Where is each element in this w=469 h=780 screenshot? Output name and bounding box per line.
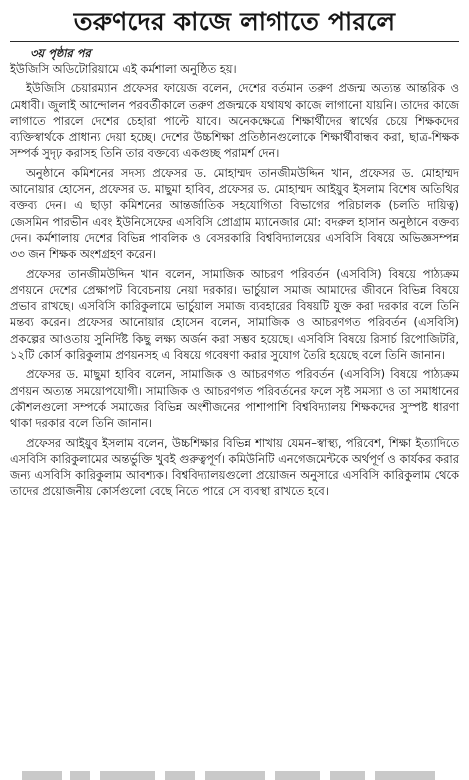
continued-from-label: ৩য় পৃষ্ঠার পর xyxy=(30,46,91,60)
article-paragraph: অনুষ্ঠানে কমিশনের সদস্য প্রফেসর ড. মোহাম্মদ তানজীমউদ্দিন খান, প্রফেসর ড. মোহাম্মদ আনোয়ার হোসেন, প্রফেসর ড. মাছুমা হাবিব, প্রফেসর ড. মোহাম্মদ আইয়ুব ইসলাম বিশেষ অতিথির বক্তব্য দেন। এ ছাড়া কমিশনের আন্তর্জাতিক সহযোগিতা বিভাগের পরিচালক (চলতি দায়িত্ব) জেসমিন পারভীন এবং ইউনিসেফের এসবিসি প্রোগ্রাম ম্যানেজার মো: বদরুল হাসান অনুষ্ঠানে বক্তব্য দেন। কর্মশালায় দেশের বিভিন্ন পাবলিক ও বেসরকারি বিশ্ববিদ্যালয়ের এসবিসি বিষয়ে অভিজ্ঞসম্পন্ন ৩৩ জন শিক্ষক অংশগ্রহণ করেন। xyxy=(10,165,459,262)
article-paragraph: ইউজিসি অডিটোরিয়ামে এই কর্মশালা অনুষ্ঠিত হয়। xyxy=(10,62,237,76)
cropped-next-line-fragment xyxy=(0,768,469,780)
article-paragraph: প্রফেসর তানজীমউদ্দিন খান বলেন, সামাজিক আচরণ পরিবর্তন (এসবিসি) বিষয়ে পাঠ্যক্রম প্রণয়নে দেশের প্রেক্ষাপট বিবেচনায় নেয়া দরকার। ভার্চুয়াল সমাজ আমাদের জীবনে বিভিন্ন বিষয়ে প্রভাব রাখছে। এসবিসি কারিকুলামে ভার্চুয়াল সমাজ ব্যবহারের বিষয়টি যুক্ত করা দরকার বলে তিনি মন্তব্য করেন। প্রফেসর আনোয়ার হোসেন বলেন, সামাজিক ও আচরণগত পরিবর্তন (এসবিসি) প্রকল্পের আওতায় সুনির্দিষ্ট কিছু লক্ষ্য অর্জন করা সম্ভব হয়েছে। এসবিসি বিষয়ে রিসার্চ রিপোজিটরি, ১২টি কোর্স কারিকুলাম প্রণয়নসহ এ বিষয়ে গবেষণা করার সুযোগ তৈরি হয়েছে বলে তিনি জানান। xyxy=(10,266,459,363)
article-paragraph: প্রফেসর ড. মাছুমা হাবিব বলেন, সামাজিক ও আচরণগত পরিবর্তন (এসবিসি) বিষয়ে পাঠ্যক্রম প্রণয়ন অত্যন্ত সময়োপযোগী। সামাজিক ও আচরণগত পরিবর্তনের ফলে সৃষ্ট সমস্যা ও তা সমাধানের কৌশলগুলো সম্পর্কে সমাজের বিভিন্ন অংশীজনের পাশাপাশি বিশ্ববিদ্যালয় শিক্ষকদের সুস্পষ্ট ধারণা থাকা দরকার বলে তিনি জানান। xyxy=(10,367,459,431)
article-headline: তরুণদের কাজে লাগাতে পারলে xyxy=(73,7,396,36)
article-body xyxy=(10,61,459,500)
article-paragraph: ইউজিসি চেয়ারম্যান প্রফেসর ফায়েজ বলেন, দেশের বর্তমান তরুণ প্রজন্ম অত্যন্ত আন্তরিক ও মেধাবী। জুলাই আন্দোলন পরবর্তীকালে তরুণ প্রজন্মকে যথাযথ কাজে লাগানো যায়নি। তাদের কাজে লাগাতে পারলে দেশের চেহারা পাল্টে যাবে। অনেকক্ষেত্রে শিক্ষার্থীদের স্বার্থের চেয়ে শিক্ষকদের ব্যক্তিস্বার্থকে প্রাধান্য দেয়া হচ্ছে। দেশের উচ্চশিক্ষা প্রতিষ্ঠানগুলোকে শিক্ষার্থীবান্ধব করা, ছাত্র-শিক্ষক সম্পর্ক সুদৃঢ় করাসহ তিনি তার বক্তব্যে একগুচ্ছ পরামর্শ দেন। xyxy=(10,81,459,161)
headline-divider xyxy=(10,41,459,42)
article-paragraph: প্রফেসর আইয়ুব ইসলাম বলেন, উচ্চশিক্ষার বিভিন্ন শাখায় যেমন–স্বাস্থ্য, পরিবেশ, শিক্ষা ইত্যাদিতে এসবিসি কারিকুলামের অন্তর্ভুক্তি খুবই গুরুত্বপূর্ণ। কমিউনিটি এনগেজমেন্টকে অর্থপূর্ণ ও কার্যকর করার জন্য এসবিসি কারিকুলাম আবশ্যক। বিশ্ববিদ্যালয়গুলো প্রয়োজন অনুসারে এসবিসি কারিকুলাম থেকে তাদের প্রয়োজনীয় কোর্সগুলো বেছে নিতে পারে সে ব্যবস্থা রাখতে হবে। xyxy=(10,435,459,499)
